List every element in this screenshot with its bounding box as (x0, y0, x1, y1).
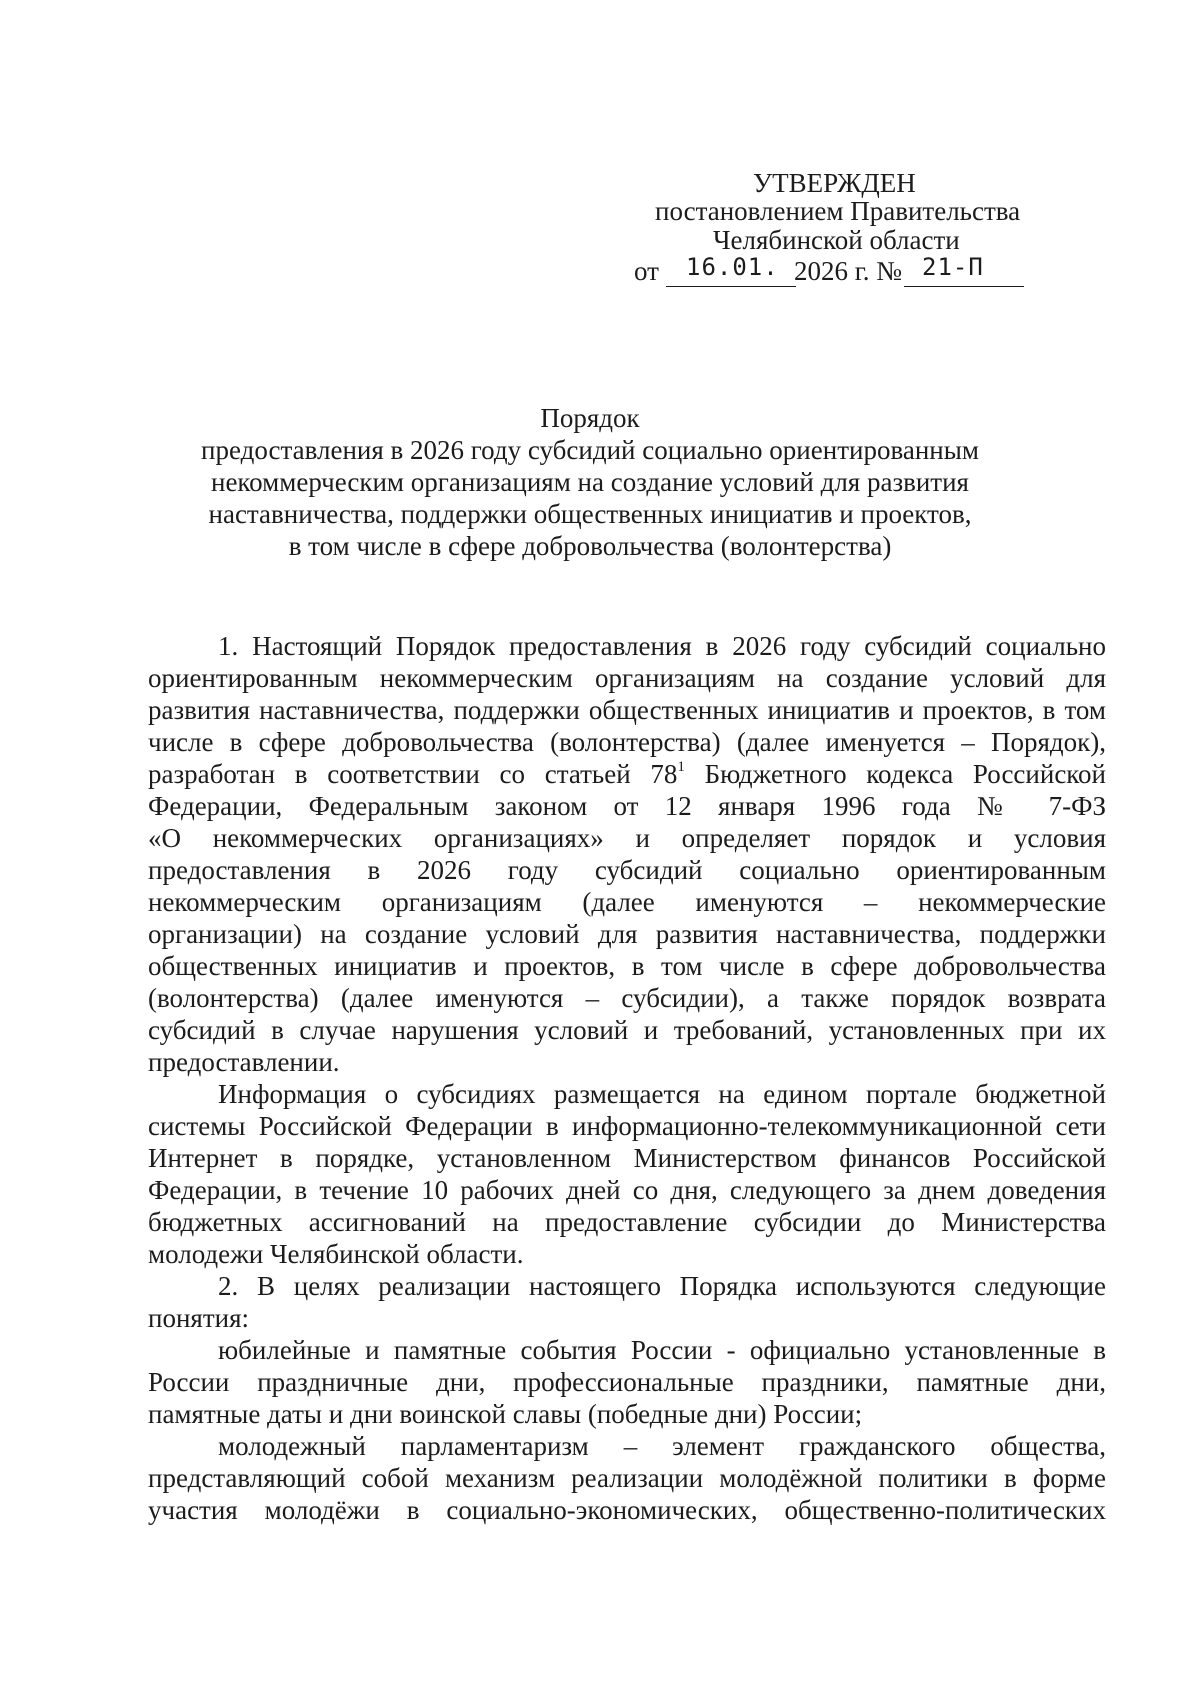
paragraph-line-with-footnote (148, 758, 1106, 790)
heading-title: Порядок (540, 403, 640, 433)
heading-line: наставничества, поддержки общественных инициатив и проектов, (208, 499, 972, 529)
approval-line-2: Челябинской области (713, 225, 960, 255)
superscript-marker: 1 (677, 759, 685, 775)
document-body (148, 630, 1106, 1526)
paragraph-line: предоставлении. (148, 1047, 340, 1077)
paragraph-line: (волонтерства) (далее именуются – субсидии), а также порядок возврата (148, 983, 1106, 1013)
date-blank-line (666, 286, 796, 287)
approval-line-1: постановлением Правительства (655, 196, 1021, 226)
heading-line: предоставления в 2026 году субсидий социально ориентированным (201, 435, 979, 465)
paragraph-line: Федерации, в течение 10 рабочих дней со дня, следующего за днем доведения (148, 1175, 1106, 1205)
paragraph-line: молодежи Челябинской области. (148, 1239, 524, 1269)
approval-date: 16.01. (686, 253, 779, 281)
paragraph-line: представляющий собой механизм реализации молодёжной политики в форме (148, 1463, 1106, 1493)
paragraph-line: «О некоммерческих организациях» и определяет порядок и условия (148, 823, 1106, 853)
paragraph-line: участия молодёжи в социально-экономических, общественно-политических (148, 1495, 1106, 1525)
paragraph-line: молодежный парламентаризм – элемент гражданского общества, (218, 1431, 1106, 1461)
paragraph-line: развития наставничества, поддержки общественных инициатив и проектов, в том (148, 695, 1106, 725)
paragraph-line: понятия: (148, 1303, 249, 1333)
paragraph-line: Федерации, Федеральным законом от 12 января 1996 года № 7-ФЗ (148, 791, 1106, 821)
paragraph-line: 1. Настоящий Порядок предоставления в 2026 году субсидий социально (218, 631, 1106, 661)
approval-date-prefix: от (634, 256, 659, 286)
number-blank-line (904, 286, 1024, 287)
heading-line: некоммерческим организациям на создание условий для развития (211, 467, 969, 497)
paragraph-line: Интернет в порядке, установленном Министерством финансов Российской (148, 1143, 1106, 1173)
approval-title: УТВЕРЖДЕН (753, 168, 916, 198)
paragraph-line: некоммерческим организациям (далее именуются – некоммерческие (148, 887, 1106, 917)
paragraph-line: памятные даты и дни воинской славы (победные дни) России; (148, 1399, 863, 1429)
paragraph-line: числе в сфере добровольчества (волонтерства) (далее именуется – Порядок), (148, 727, 1106, 757)
paragraph-line: России праздничные дни, профессиональные праздники, памятные дни, (148, 1367, 1106, 1397)
paragraph-line: 2. В целях реализации настоящего Порядка используются следующие (218, 1271, 1106, 1301)
paragraph-line: субсидий в случае нарушения условий и требований, установленных при их (148, 1015, 1106, 1045)
approval-year-number-label: 2026 г. № (794, 256, 903, 286)
paragraph-text: разработан в соответствии со статьей 78 (148, 759, 678, 789)
paragraph-line: юбилейные и памятные события России - официально установленные в (218, 1335, 1106, 1365)
paragraph-text: Бюджетного кодекса Российской (684, 759, 1106, 789)
document-heading (140, 402, 1040, 562)
paragraph-line: предоставления в 2026 году субсидий социально ориентированным (148, 855, 1106, 885)
approval-number: 21-П (922, 253, 984, 281)
paragraph-line: общественных инициатив и проектов, в том числе в сфере добровольчества (148, 951, 1106, 981)
paragraph-line: организации) на создание условий для развития наставничества, поддержки (148, 919, 1106, 949)
paragraph-line: системы Российской Федерации в информационно-телекоммуникационной сети (148, 1111, 1106, 1141)
paragraph-line: ориентированным некоммерческим организациям на создание условий для (148, 663, 1106, 693)
paragraph-line: бюджетных ассигнований на предоставление субсидии до Министерства (148, 1207, 1106, 1237)
heading-line: в том числе в сфере добровольчества (волонтерства) (288, 531, 892, 561)
paragraph-line: Информация о субсидиях размещается на едином портале бюджетной (218, 1079, 1106, 1109)
